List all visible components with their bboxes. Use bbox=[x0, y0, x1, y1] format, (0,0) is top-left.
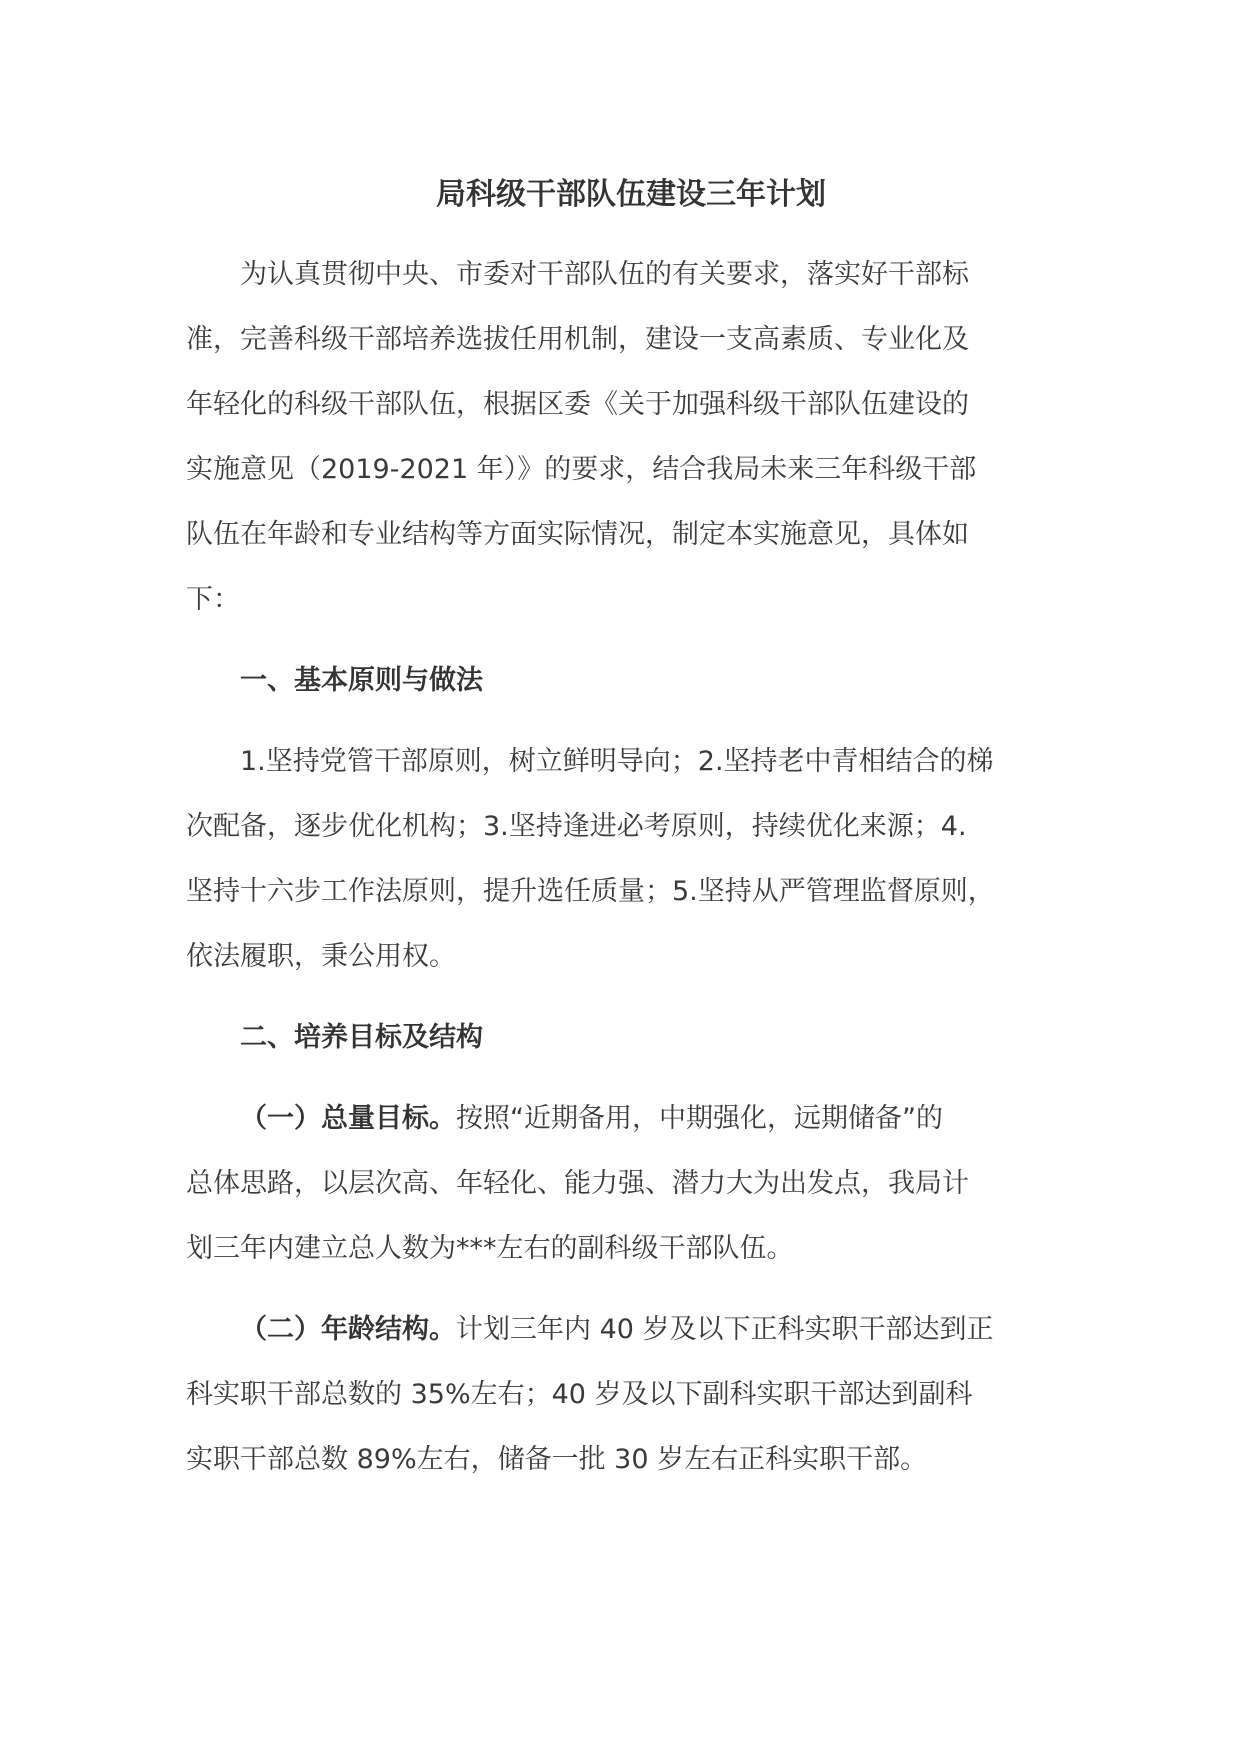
age-structure-paragraph bbox=[186, 1297, 1076, 1492]
intro-paragraph: 为认真贯彻中央、市委对干部队伍的有关要求，落实好干部标 准，完善科级干部培养选拔任用机制，建设一支高素质、专业化及 年轻化的科级干部队伍，根据区委《关于加强科级干部队伍建设的 实施意见（2019-2021 年）》的要求，结合我局未来三年科级干部 队伍在年龄和专业结构等方面实际情况，制定本实施意见，具体如 下： bbox=[186, 259, 977, 615]
total-target-body: 按照“近期备用，中期强化，远期储备”的 总体思路，以层次高、年轻化、能力强、潜力大为出发点，我局计 划三年内建立总人数为***左右的副科级干部队伍。 bbox=[186, 1103, 969, 1264]
document-page bbox=[186, 170, 1076, 1492]
total-target-lead: （一）总量目标。 bbox=[240, 1103, 456, 1134]
document-title: 局科级干部队伍建设三年计划 bbox=[436, 177, 826, 212]
total-target-paragraph bbox=[186, 1086, 1076, 1281]
age-structure-body: 计划三年内 40 岁及以下正科实职干部达到正 科实职干部总数的 35%左右；40 岁及以下副科实职干部达到副科 实职干部总数 89%左右，储备一批 30 岁左右正科实职干部。 bbox=[186, 1314, 994, 1475]
section-heading-targets: 二、培养目标及结构 bbox=[240, 1022, 483, 1053]
principles-paragraph: 1.坚持党管干部原则，树立鲜明导向；2.坚持老中青相结合的梯 次配备，逐步优化机构；3.坚持逢进必考原则，持续优化来源；4. 坚持十六步工作法原则，提升选任质量；5.坚持从严管理监督原则， 依法履职，秉公用权。 bbox=[186, 746, 995, 972]
age-structure-lead: （二）年龄结构。 bbox=[240, 1314, 456, 1345]
section-heading-principles: 一、基本原则与做法 bbox=[240, 665, 483, 696]
